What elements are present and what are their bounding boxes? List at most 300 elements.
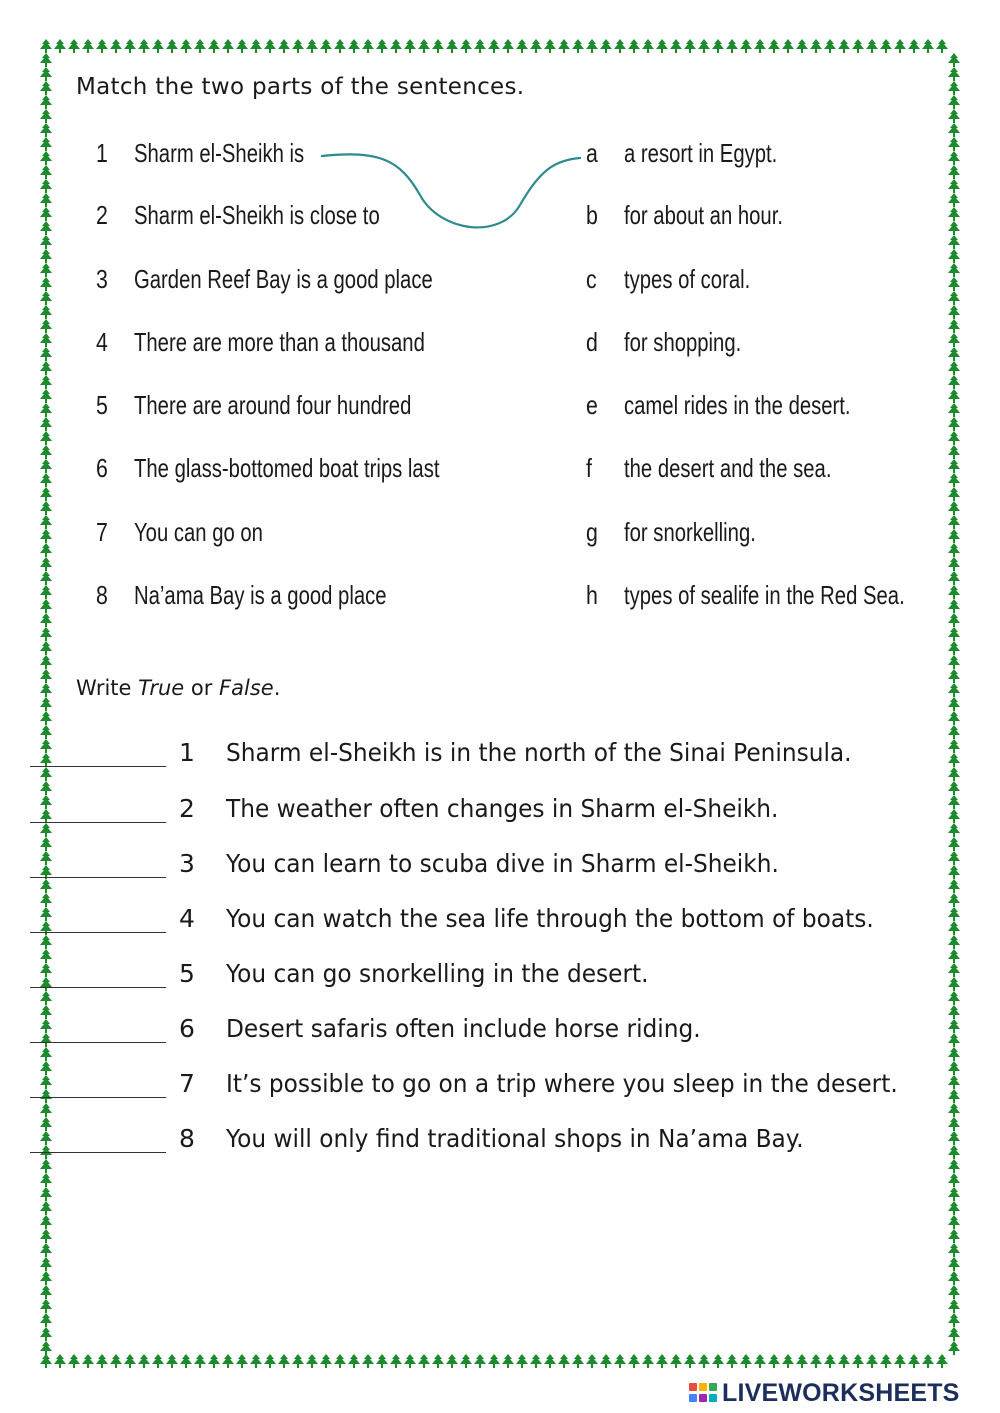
pine-tree-icon [948,1271,960,1285]
pine-tree-icon [948,137,960,151]
pine-tree-icon [642,1354,654,1368]
pine-tree-icon [54,39,66,53]
pine-tree-icon [824,39,836,53]
match-right-text[interactable]: for shopping. [624,327,742,357]
pine-tree-icon [460,39,472,53]
pine-tree-icon [264,39,276,53]
pine-tree-icon [432,39,444,53]
pine-tree-icon [488,1354,500,1368]
item-number: 8 [179,1124,195,1153]
answer-blank[interactable] [30,877,166,878]
pine-tree-icon [948,235,960,249]
pine-tree-icon [96,1354,108,1368]
pine-tree-icon [208,1354,220,1368]
pine-tree-icon [544,1354,556,1368]
match-left-text[interactable]: There are more than a thousand [134,327,425,357]
pine-tree-icon [838,39,850,53]
pine-tree-icon [40,543,52,557]
pine-tree-icon [948,207,960,221]
pine-tree-icon [278,39,290,53]
item-number: 4 [179,904,195,933]
pine-tree-icon [948,473,960,487]
pine-tree-icon [614,1354,626,1368]
pine-tree-icon [880,1354,892,1368]
pine-tree-icon [320,1354,332,1368]
true-false-item [0,734,1000,778]
pine-tree-icon [320,39,332,53]
pine-tree-icon [948,95,960,109]
pine-tree-icon [40,445,52,459]
pine-tree-icon [40,613,52,627]
pine-tree-icon [948,193,960,207]
pine-tree-icon [250,1354,262,1368]
pine-tree-icon [740,1354,752,1368]
pine-tree-icon [948,487,960,501]
pine-tree-icon [670,39,682,53]
match-letter: g [586,517,598,547]
pine-tree-icon [948,557,960,571]
pine-tree-icon [502,1354,514,1368]
pine-tree-icon [40,249,52,263]
statement-text: Sharm el-Sheikh is in the north of the Sinai Peninsula. [226,738,852,767]
instruction-false: False [219,676,274,700]
pine-tree-icon [948,459,960,473]
match-right-text[interactable]: for about an hour. [624,200,783,230]
pine-tree-icon [628,1354,640,1368]
match-right-text[interactable]: the desert and the sea. [624,453,832,483]
pine-tree-icon [222,39,234,53]
pine-tree-icon [908,1354,920,1368]
match-right-text[interactable]: types of sealife in the Red Sea. [624,580,905,610]
pine-tree-icon [40,1299,52,1313]
pine-tree-icon [600,1354,612,1368]
pine-tree-icon [236,39,248,53]
pine-tree-icon [40,375,52,389]
pine-tree-icon [82,1354,94,1368]
pine-tree-icon [586,1354,598,1368]
pine-tree-icon [698,39,710,53]
pine-tree-icon [948,53,960,67]
pine-tree-icon [880,39,892,53]
pine-tree-icon [446,1354,458,1368]
pine-tree-icon [40,291,52,305]
pine-tree-icon [530,39,542,53]
pine-tree-icon [948,1173,960,1187]
pine-tree-icon [866,1354,878,1368]
pine-tree-icon [948,571,960,585]
statement-text: The weather often changes in Sharm el-Sheikh. [226,794,779,823]
pine-tree-icon [40,347,52,361]
match-left-text[interactable]: The glass-bottomed boat trips last [134,453,440,483]
pine-tree-icon [726,1354,738,1368]
pine-tree-icon [866,39,878,53]
item-number: 3 [179,849,195,878]
pine-tree-icon [40,515,52,529]
pine-tree-icon [572,39,584,53]
answer-blank[interactable] [30,1042,166,1043]
pine-tree-icon [740,39,752,53]
match-right-text[interactable]: a resort in Egypt. [624,138,778,168]
match-left-text[interactable]: Garden Reef Bay is a good place [134,264,433,294]
match-right-text[interactable]: for snorkelling. [624,517,756,547]
pine-tree-icon [40,235,52,249]
pine-tree-icon [948,655,960,669]
pine-tree-icon [40,557,52,571]
pine-tree-icon [40,697,52,711]
pine-tree-icon [306,39,318,53]
match-number: 2 [96,200,108,230]
pine-tree-icon [40,501,52,515]
pine-tree-icon [948,1215,960,1229]
pine-tree-icon [40,683,52,697]
pine-tree-icon [948,613,960,627]
pine-tree-icon [516,39,528,53]
pine-tree-icon [40,487,52,501]
pine-tree-icon [838,1354,850,1368]
pine-tree-icon [40,207,52,221]
pine-tree-icon [40,403,52,417]
pine-tree-icon [948,543,960,557]
instruction-mid: or [184,676,220,700]
instruction-prefix: Write [76,676,139,700]
pine-tree-icon [530,1354,542,1368]
pine-tree-icon [642,39,654,53]
statement-text: You can learn to scuba dive in Sharm el-Sheikh. [226,849,779,878]
match-letter: e [586,390,598,420]
pine-tree-icon [948,333,960,347]
pine-tree-icon [40,179,52,193]
answer-blank[interactable] [30,987,166,988]
tree-border-bottom [38,1353,962,1369]
pine-tree-icon [348,39,360,53]
pine-tree-icon [948,669,960,683]
pine-tree-icon [40,81,52,95]
pine-tree-icon [40,599,52,613]
pine-tree-icon [948,697,960,711]
pine-tree-icon [948,1187,960,1201]
pine-tree-icon [684,39,696,53]
pine-tree-icon [948,67,960,81]
pine-tree-icon [948,529,960,543]
pine-tree-icon [460,1354,472,1368]
pine-tree-icon [782,1354,794,1368]
pine-tree-icon [698,1354,710,1368]
pine-tree-icon [948,179,960,193]
match-letter: f [586,453,592,483]
pine-tree-icon [948,361,960,375]
pine-tree-icon [250,39,262,53]
pine-tree-icon [796,39,808,53]
pine-tree-icon [40,1327,52,1341]
pine-tree-icon [948,683,960,697]
statement-text: Desert safaris often include horse riding. [226,1014,701,1043]
answer-blank[interactable] [30,1152,166,1153]
pine-tree-icon [948,585,960,599]
match-left-text[interactable]: You can go on [134,517,263,547]
pine-tree-icon [474,39,486,53]
pine-tree-icon [948,599,960,613]
item-number: 1 [179,738,195,767]
pine-tree-icon [488,39,500,53]
pine-tree-icon [40,571,52,585]
true-false-item [0,845,1000,889]
pine-tree-icon [194,39,206,53]
pine-tree-icon [40,137,52,151]
pine-tree-icon [40,389,52,403]
pine-tree-icon [894,1354,906,1368]
match-left-text[interactable]: There are around four hundred [134,390,412,420]
match-number: 4 [96,327,108,357]
pine-tree-icon [670,1354,682,1368]
pine-tree-icon [712,39,724,53]
match-right-text[interactable]: camel rides in the desert. [624,390,851,420]
answer-blank[interactable] [30,932,166,933]
match-left-text[interactable]: Sharm el-Sheikh is close to [134,200,380,230]
pine-tree-icon [40,1257,52,1271]
pine-tree-icon [948,81,960,95]
pine-tree-icon [110,39,122,53]
pine-tree-icon [502,39,514,53]
pine-tree-icon [40,305,52,319]
pine-tree-icon [40,1201,52,1215]
pine-tree-icon [194,1354,206,1368]
true-false-item [0,1065,1000,1109]
pine-tree-icon [948,1313,960,1327]
pine-tree-icon [726,39,738,53]
tree-border-right [946,38,962,1369]
pine-tree-icon [40,655,52,669]
pine-tree-icon [40,361,52,375]
pine-tree-icon [948,403,960,417]
pine-tree-icon [810,1354,822,1368]
brand-logo-link[interactable] [688,1378,960,1408]
match-left-text[interactable]: Sharm el-Sheikh is [134,138,305,168]
true-false-item [0,1010,1000,1054]
match-number: 1 [96,138,108,168]
pine-tree-icon [40,1215,52,1229]
pine-tree-icon [152,1354,164,1368]
match-letter: b [586,200,598,230]
pine-tree-icon [40,641,52,655]
pine-tree-icon [40,319,52,333]
pine-tree-icon [40,109,52,123]
pine-tree-icon [348,1354,360,1368]
pine-tree-icon [474,1354,486,1368]
pine-tree-icon [782,39,794,53]
pine-tree-icon [948,1201,960,1215]
pine-tree-icon [40,165,52,179]
pine-tree-icon [796,1354,808,1368]
pine-tree-icon [362,39,374,53]
answer-blank[interactable] [30,822,166,823]
pine-tree-icon [40,1313,52,1327]
brand-name: LIVEWORKSHEETS [722,1378,960,1407]
pine-tree-icon [948,1341,960,1355]
pine-tree-icon [334,39,346,53]
pine-tree-icon [824,1354,836,1368]
pine-tree-icon [852,1354,864,1368]
pine-tree-icon [948,1229,960,1243]
pine-tree-icon [40,669,52,683]
match-number: 6 [96,453,108,483]
pine-tree-icon [40,1243,52,1257]
pine-tree-icon [40,123,52,137]
instruction-suffix: . [273,676,281,700]
pine-tree-icon [558,1354,570,1368]
pine-tree-icon [54,1354,66,1368]
pine-tree-icon [948,319,960,333]
pine-tree-icon [948,1327,960,1341]
pine-tree-icon [40,459,52,473]
pine-tree-icon [264,1354,276,1368]
pine-tree-icon [948,641,960,655]
pine-tree-icon [922,1354,934,1368]
pine-tree-icon [278,1354,290,1368]
item-number: 7 [179,1069,195,1098]
match-number: 3 [96,264,108,294]
pine-tree-icon [180,1354,192,1368]
pine-tree-icon [82,39,94,53]
match-instruction: Match the two parts of the sentences. [76,74,525,100]
pine-tree-icon [684,1354,696,1368]
pine-tree-icon [948,711,960,725]
pine-tree-icon [404,1354,416,1368]
pine-tree-icon [810,39,822,53]
match-number: 8 [96,580,108,610]
pine-tree-icon [40,585,52,599]
pine-tree-icon [306,1354,318,1368]
pine-tree-icon [376,39,388,53]
true-false-item [0,900,1000,944]
pine-tree-icon [362,1354,374,1368]
pine-tree-icon [40,417,52,431]
pine-tree-icon [948,431,960,445]
pine-tree-icon [138,1354,150,1368]
pine-tree-icon [40,1187,52,1201]
pine-tree-icon [948,109,960,123]
pine-tree-icon [948,305,960,319]
item-number: 6 [179,1014,195,1043]
pine-tree-icon [948,1243,960,1257]
answer-blank[interactable] [30,1097,166,1098]
match-letter: h [586,580,598,610]
pine-tree-icon [948,291,960,305]
pine-tree-icon [614,39,626,53]
match-left-text[interactable]: Na’ama Bay is a good place [134,580,387,610]
pine-tree-icon [40,1271,52,1285]
pine-tree-icon [40,1341,52,1355]
pine-tree-icon [516,1354,528,1368]
pine-tree-icon [40,627,52,641]
true-false-item [0,955,1000,999]
pine-tree-icon [236,1354,248,1368]
pine-tree-icon [894,39,906,53]
statement-text: You can watch the sea life through the bottom of boats. [226,904,874,933]
pine-tree-icon [586,39,598,53]
pine-tree-icon [124,1354,136,1368]
pine-tree-icon [40,221,52,235]
pine-tree-icon [334,1354,346,1368]
pine-tree-icon [908,39,920,53]
match-letter: d [586,327,598,357]
statement-text: You will only find traditional shops in Na’ama Bay. [226,1124,804,1153]
pine-tree-icon [768,39,780,53]
pine-tree-icon [656,39,668,53]
pine-tree-icon [292,39,304,53]
pine-tree-icon [948,263,960,277]
match-letter: c [586,264,597,294]
pine-tree-icon [948,501,960,515]
pine-tree-icon [40,53,52,67]
match-number: 7 [96,517,108,547]
pine-tree-icon [628,39,640,53]
liveworksheets-logo-icon [688,1381,718,1405]
pine-tree-icon [152,39,164,53]
pine-tree-icon [948,151,960,165]
pine-tree-icon [852,39,864,53]
pine-tree-icon [40,529,52,543]
tree-border-left [38,38,54,1369]
pine-tree-icon [40,1285,52,1299]
answer-blank[interactable] [30,766,166,767]
pine-tree-icon [948,165,960,179]
pine-tree-icon [656,1354,668,1368]
pine-tree-icon [40,193,52,207]
pine-tree-icon [404,39,416,53]
pine-tree-icon [166,39,178,53]
instruction-true: True [138,676,185,700]
pine-tree-icon [948,515,960,529]
item-number: 5 [179,959,195,988]
pine-tree-icon [68,39,80,53]
pine-tree-icon [754,1354,766,1368]
pine-tree-icon [948,1257,960,1271]
pine-tree-icon [558,39,570,53]
pine-tree-icon [390,1354,402,1368]
true-false-item [0,790,1000,834]
pine-tree-icon [110,1354,122,1368]
pine-tree-icon [180,39,192,53]
pine-tree-icon [166,1354,178,1368]
pine-tree-icon [768,1354,780,1368]
pine-tree-icon [390,39,402,53]
pine-tree-icon [948,389,960,403]
pine-tree-icon [948,347,960,361]
pine-tree-icon [96,39,108,53]
pine-tree-icon [948,249,960,263]
pine-tree-icon [418,39,430,53]
pine-tree-icon [948,375,960,389]
statement-text: It’s possible to go on a trip where you sleep in the desert. [226,1069,898,1098]
pine-tree-icon [418,1354,430,1368]
pine-tree-icon [40,67,52,81]
pine-tree-icon [292,1354,304,1368]
pine-tree-icon [948,277,960,291]
pine-tree-icon [138,39,150,53]
pine-tree-icon [222,1354,234,1368]
match-right-text[interactable]: types of coral. [624,264,751,294]
pine-tree-icon [40,711,52,725]
pine-tree-icon [40,151,52,165]
match-number: 5 [96,390,108,420]
pine-tree-icon [948,627,960,641]
pine-tree-icon [124,39,136,53]
pine-tree-icon [40,263,52,277]
item-number: 2 [179,794,195,823]
pine-tree-icon [208,39,220,53]
pine-tree-icon [948,1299,960,1313]
pine-tree-icon [40,95,52,109]
